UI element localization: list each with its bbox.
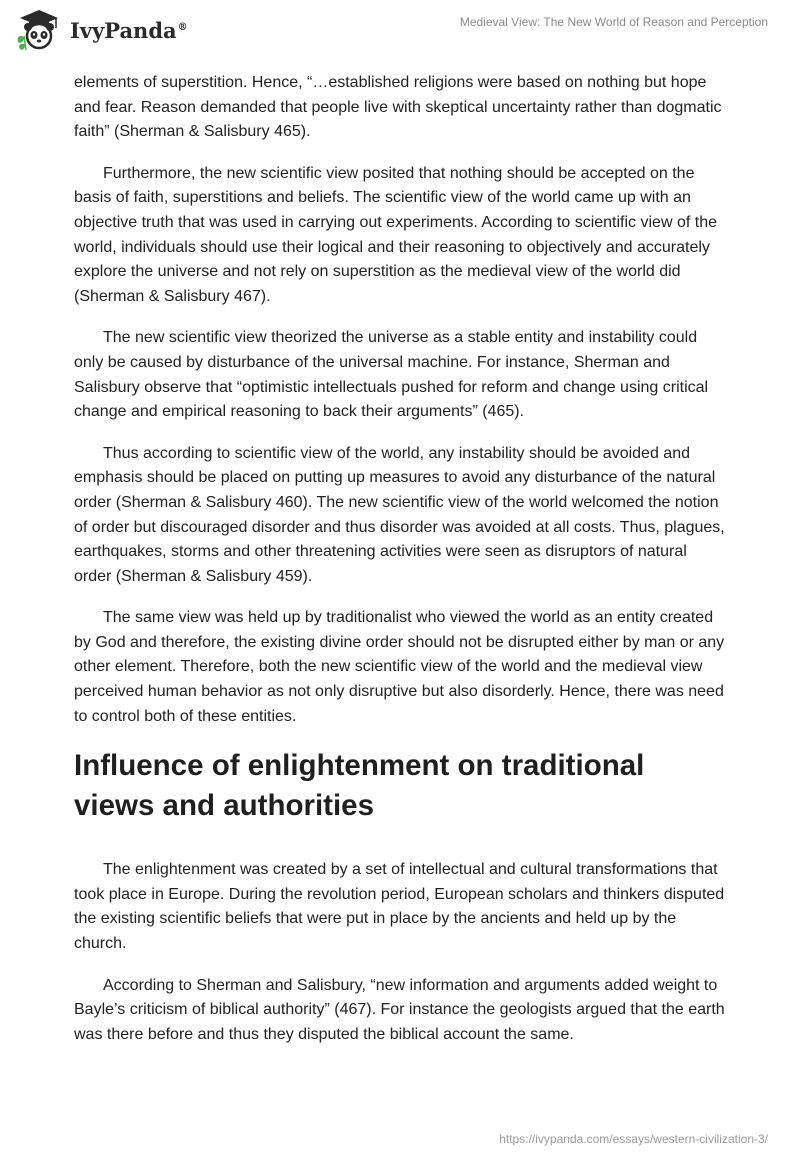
paragraph: Thus according to scientific view of the world, any instability should be avoided and emphasis should be placed on putting up measures to avoid any disturbance of the natural order (Sherman & Salisbury 460). The new scientific view of the world welcomed the notion of order but discouraged disorder and thus disorder was avoided at all costs. Thus, plagues, earthquakes, storms and other threatening activities were seen as disruptors of natural order (Sherman & Salisbury 459).	[74, 444, 725, 585]
page-header	[0, 0, 800, 70]
paragraph: Furthermore, the new scientific view posited that nothing should be accepted on the basis of faith, superstitions and beliefs. The scientific view of the world came up with an objective truth that was used in carrying out experiments. According to scientific view of the world, individuals should use their logical and their reasoning to objectively and accurately explore the universe and not rely on superstition as the medieval view of the world did (Sherman & Salisbury 467).	[74, 164, 717, 305]
logo-text: IvyPanda®	[70, 17, 188, 43]
ivypanda-logo[interactable]	[14, 8, 188, 52]
section-heading: Influence of enlightenment on traditional views and authorities	[74, 749, 645, 823]
source-url[interactable]: https://ivypanda.com/essays/western-civilization-3/	[499, 1132, 768, 1146]
paragraph: The enlightenment was created by a set of intellectual and cultural transformations that took place in Europe. During the revolution period, European scholars and thinkers disputed the existing scientific beliefs that were put in place by the ancients and held up by the church.	[74, 861, 725, 953]
paragraph: The new scientific view theorized the universe as a stable entity and instability could only be caused by disturbance of the universal machine. For instance, Sherman and Salisbury observe that “optimistic intellectuals pushed for reform and change using critical change and empirical reasoning to back their arguments” (465).	[74, 329, 709, 421]
paragraph: According to Sherman and Salisbury, “new information and arguments added weight to Bayle’s criticism of biblical authority” (467). For instance the geologists argued that the earth was there before and thus they disputed the biblical account the same.	[74, 976, 725, 1043]
article-body	[74, 71, 726, 1064]
panda-graduate-icon	[14, 8, 64, 52]
paragraph: The same view was held up by traditionalist who viewed the world as an entity created by God and therefore, the existing divine order should not be disrupted either by man or any other element. Therefore, both the new scientific view of the world and the medieval view perceived human behavior as not only disruptive but also disorderly. Hence, there was need to control both of these entities.	[74, 609, 725, 725]
document-title: Medieval View: The New World of Reason and Perception	[459, 15, 768, 29]
paragraph: elements of superstition. Hence, “…established religions were based on nothing but hope and fear. Reason demanded that people live with skeptical uncertainty rather than dogmatic faith” (Sherman & Salisbury 465).	[74, 74, 722, 141]
